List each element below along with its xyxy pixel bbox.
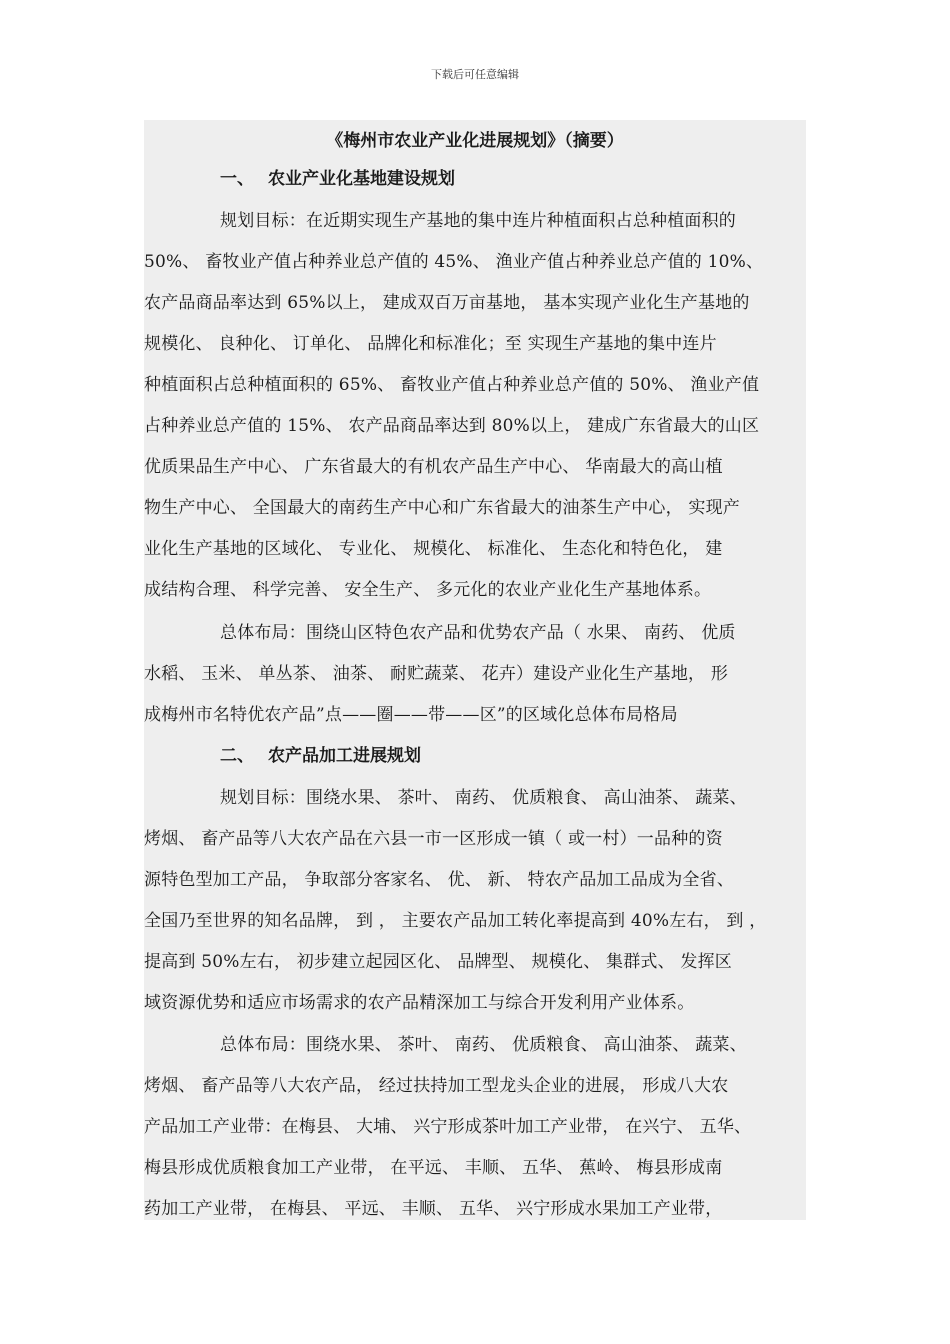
section-number-2: 二、	[220, 746, 254, 766]
paragraph-line: 梅县形成优质粮食加工产业带， 在平远、 丰顺、 五华、 蕉岭、 梅县形成南	[144, 1158, 723, 1178]
paragraph-line: 烤烟、 畜产品等八大农产品在六县一市一区形成一镇（ 或一村）一品种的资	[144, 829, 723, 849]
paragraph-line: 总体布局：围绕水果、 茶叶、 南药、 优质粮食、 高山油茶、 蔬菜、	[220, 1035, 747, 1055]
paragraph-line: 产品加工产业带：在梅县、 大埔、 兴宁形成茶叶加工产业带， 在兴宁、 五华、	[144, 1117, 752, 1137]
paragraph-line: 全国乃至世界的知名品牌， 到 ， 主要农产品加工转化率提高到 40%左右， 到 ，	[144, 911, 767, 931]
document-title: 《梅州市农业产业化进展规划》（摘要）	[326, 131, 624, 151]
paragraph-line: 总体布局：围绕山区特色农产品和优势农产品（ 水果、 南药、 优质	[220, 623, 736, 643]
paragraph-line: 提高到 50%左右， 初步建立起园区化、 品牌型、 规模化、 集群式、 发挥区	[144, 952, 733, 972]
section-number-1: 一、	[220, 169, 254, 189]
paragraph-line: 水稻、 玉米、 单丛茶、 油茶、 耐贮蔬菜、 花卉）建设产业化生产基地， 形	[144, 664, 729, 684]
paragraph-line: 成结构合理、 科学完善、 安全生产、 多元化的农业产业化生产基地体系。	[144, 580, 712, 600]
paragraph-line: 优质果品生产中心、 广东省最大的有机农产品生产中心、 华南最大的高山植	[144, 457, 723, 477]
section-heading-1	[220, 164, 455, 189]
paragraph-line: 业化生产基地的区域化、 专业化、 规模化、 标准化、 生态化和特色化， 建	[144, 539, 723, 559]
section-heading-text-1: 农业产业化基地建设规划	[268, 169, 455, 189]
section-heading-2	[220, 741, 421, 766]
paragraph-line: 成梅州市名特优农产品”点——圈——带——区”的区域化总体布局格局	[144, 705, 678, 725]
paragraph-line: 烤烟、 畜产品等八大农产品， 经过扶持加工型龙头企业的进展， 形成八大农	[144, 1076, 729, 1096]
paragraph-line: 规划目标：在近期实现生产基地的集中连片种植面积占总种植面积的	[220, 211, 736, 231]
paragraph-line: 种植面积占总种植面积的 65%、 畜牧业产值占种养业总产值的 50%、 渔业产值	[144, 375, 760, 395]
paragraph-line: 规模化、 良种化、 订单化、 品牌化和标准化；至 实现生产基地的集中连片	[144, 334, 717, 354]
paragraph-line: 占种养业总产值的 15%、 农产品商品率达到 80%以上， 建成广东省最大的山区	[144, 416, 760, 436]
paragraph-line: 域资源优势和适应市场需求的农产品精深加工与综合开发利用产业体系。	[144, 993, 695, 1013]
section-heading-text-2: 农产品加工进展规划	[268, 746, 421, 766]
paragraph-line: 50%、 畜牧业产值占种养业总产值的 45%、 渔业产值占种养业总产值的 10%、	[144, 252, 764, 272]
paragraph-line: 规划目标：围绕水果、 茶叶、 南药、 优质粮食、 高山油茶、 蔬菜、	[220, 788, 747, 808]
paragraph-line: 农产品商品率达到 65%以上， 建成双百万亩基地， 基本实现产业化生产基地的	[144, 293, 750, 313]
paragraph-line: 物生产中心、 全国最大的南药生产中心和广东省最大的油茶生产中心， 实现产	[144, 498, 741, 518]
paragraph-line: 药加工产业带， 在梅县、 平远、 丰顺、 五华、 兴宁形成水果加工产业带，	[144, 1199, 723, 1219]
page-header-note: 下载后可任意编辑	[431, 68, 519, 81]
paragraph-line: 源特色型加工产品， 争取部分客家名、 优、 新、 特农产品加工品成为全省、	[144, 870, 735, 890]
